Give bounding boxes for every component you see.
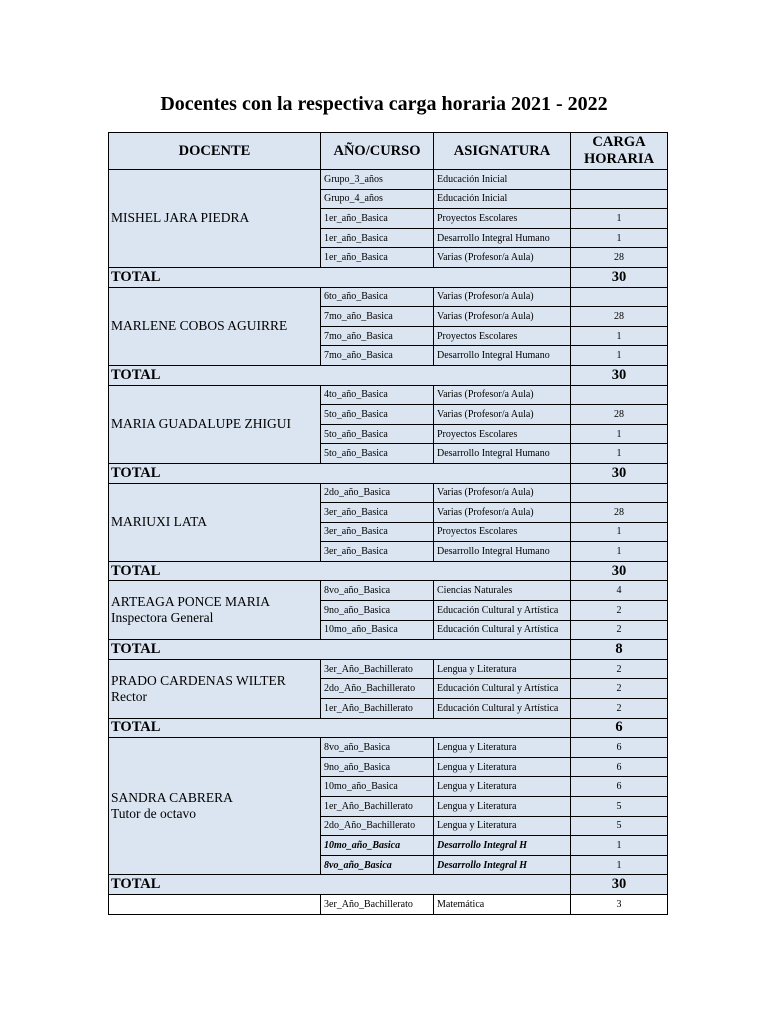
hours-cell [571,189,668,209]
course-cell: 4to_año_Basica [321,385,434,405]
hours-cell: 6 [571,777,668,797]
hours-cell: 2 [571,659,668,679]
hours-cell: 28 [571,503,668,523]
course-cell: 2do_año_Basica [321,483,434,503]
subject-cell: Varias (Profesor/a Aula) [434,503,571,523]
teacher-name: SANDRA CABRERA [111,790,233,806]
total-label: TOTAL [109,463,571,483]
table-row [109,581,668,601]
course-cell: 5to_año_Basica [321,424,434,444]
table-row [109,170,668,190]
teacher-cell [109,483,321,561]
hours-cell: 1 [571,522,668,542]
hours-cell: 1 [571,346,668,366]
teacher-name: MARLENE COBOS AGUIRRE [111,318,288,334]
course-cell: 1er_año_Basica [321,209,434,229]
subject-cell: Proyectos Escolares [434,209,571,229]
subject-cell: Proyectos Escolares [434,424,571,444]
subject-cell: Desarrollo Integral Humano [434,542,571,562]
header-carga-horaria [571,133,668,170]
teacher-cell [109,659,321,718]
hours-cell [571,170,668,190]
total-row [109,463,668,483]
subject-cell: Desarrollo Integral H [434,836,571,856]
total-value: 30 [571,463,668,483]
hours-cell: 6 [571,757,668,777]
hours-cell: 4 [571,581,668,601]
course-cell: 1er_año_Basica [321,248,434,268]
total-label: TOTAL [109,718,571,738]
course-cell: 10mo_año_Basica [321,777,434,797]
hours-cell [571,385,668,405]
course-cell: 7mo_año_Basica [321,326,434,346]
course-cell: 6to_año_Basica [321,287,434,307]
total-value: 30 [571,875,668,895]
subject-cell: Educación Cultural y Artística [434,679,571,699]
course-cell: 1er_Año_Bachillerato [321,797,434,817]
hours-cell: 1 [571,326,668,346]
teacher-cell [109,581,321,640]
course-cell: 7mo_año_Basica [321,346,434,366]
total-row [109,365,668,385]
header-row [109,133,668,170]
total-label: TOTAL [109,875,571,895]
subject-cell: Educación Cultural y Artística [434,601,571,621]
table-row [109,659,668,679]
teacher-name: PRADO CARDENAS WILTER [111,672,286,688]
subject-cell: Ciencias Naturales [434,581,571,601]
subject-cell: Desarrollo Integral Humano [434,444,571,464]
hours-cell: 2 [571,679,668,699]
header-carga-line1: CARGA [592,134,646,150]
hours-cell: 28 [571,307,668,327]
course-cell: 5to_año_Basica [321,405,434,425]
course-cell: 1er_Año_Bachillerato [321,699,434,719]
teacher-name: MARIUXI LATA [111,514,208,530]
subject-cell: Educación Cultural y Artística [434,699,571,719]
hours-cell: 28 [571,405,668,425]
total-value: 30 [571,365,668,385]
hours-cell: 1 [571,209,668,229]
subject-cell: Proyectos Escolares [434,326,571,346]
table-row [109,287,668,307]
course-cell: 8vo_año_Basica [321,581,434,601]
subject-cell: Varias (Profesor/a Aula) [434,248,571,268]
course-cell: Grupo_4_años [321,189,434,209]
course-cell: Grupo_3_años [321,170,434,190]
course-cell: 10mo_año_Basica [321,620,434,640]
header-asignatura: ASIGNATURA [434,133,571,170]
hours-cell: 28 [571,248,668,268]
course-cell: 7mo_año_Basica [321,307,434,327]
course-cell: 2do_Año_Bachillerato [321,679,434,699]
table-row [109,738,668,758]
subject-cell: Varias (Profesor/a Aula) [434,307,571,327]
subject-cell: Matemática [434,894,571,914]
course-cell: 3er_Año_Bachillerato [321,894,434,914]
teacher-workload-table [108,132,668,915]
total-label: TOTAL [109,267,571,287]
subject-cell: Desarrollo Integral Humano [434,228,571,248]
subject-cell: Varias (Profesor/a Aula) [434,405,571,425]
hours-cell: 1 [571,424,668,444]
table-row [109,385,668,405]
total-row [109,267,668,287]
hours-cell: 5 [571,797,668,817]
subject-cell: Lengua y Literatura [434,797,571,817]
hours-cell [571,287,668,307]
course-cell: 10mo_año_Basica [321,836,434,856]
course-cell: 9no_año_Basica [321,601,434,621]
course-cell: 2do_Año_Bachillerato [321,816,434,836]
total-row [109,640,668,660]
teacher-role: Rector [111,688,147,704]
subject-cell: Proyectos Escolares [434,522,571,542]
hours-cell: 1 [571,836,668,856]
table-row [109,483,668,503]
hours-cell: 1 [571,855,668,875]
total-value: 30 [571,267,668,287]
teacher-name: ARTEAGA PONCE MARIA [111,594,270,610]
subject-cell: Educación Inicial [434,170,571,190]
table-body [109,170,668,915]
subject-cell: Lengua y Literatura [434,757,571,777]
course-cell: 3er_año_Basica [321,503,434,523]
subject-cell: Desarrollo Integral Humano [434,346,571,366]
total-label: TOTAL [109,561,571,581]
teacher-cell [109,738,321,875]
course-cell: 5to_año_Basica [321,444,434,464]
subject-cell: Lengua y Literatura [434,738,571,758]
teacher-role: Tutor de octavo [111,806,196,822]
teacher-cell [109,385,321,463]
hours-cell: 2 [571,699,668,719]
table-row [109,894,668,914]
teacher-name: MARIA GUADALUPE ZHIGUI [111,416,291,432]
subject-cell: Lengua y Literatura [434,659,571,679]
hours-cell: 5 [571,816,668,836]
subject-cell: Educación Cultural y Artística [434,620,571,640]
hours-cell: 6 [571,738,668,758]
subject-cell: Desarrollo Integral H [434,855,571,875]
hours-cell: 2 [571,601,668,621]
course-cell: 3er_año_Basica [321,522,434,542]
course-cell: 9no_año_Basica [321,757,434,777]
hours-cell [571,483,668,503]
total-value: 30 [571,561,668,581]
subject-cell: Varias (Profesor/a Aula) [434,385,571,405]
course-cell: 8vo_año_Basica [321,855,434,875]
total-row [109,561,668,581]
total-value: 8 [571,640,668,660]
subject-cell: Educación Inicial [434,189,571,209]
header-curso: AÑO/CURSO [321,133,434,170]
total-label: TOTAL [109,365,571,385]
hours-cell: 2 [571,620,668,640]
course-cell: 3er_año_Basica [321,542,434,562]
header-docente: DOCENTE [109,133,321,170]
course-cell: 1er_año_Basica [321,228,434,248]
teacher-name: MISHEL JARA PIEDRA [111,210,250,226]
total-label: TOTAL [109,640,571,660]
course-cell: 8vo_año_Basica [321,738,434,758]
subject-cell: Varias (Profesor/a Aula) [434,287,571,307]
subject-cell: Varias (Profesor/a Aula) [434,483,571,503]
course-cell: 3er_Año_Bachillerato [321,659,434,679]
teacher-cell [109,894,321,914]
hours-cell: 1 [571,228,668,248]
hours-cell: 1 [571,542,668,562]
subject-cell: Lengua y Literatura [434,777,571,797]
total-value: 6 [571,718,668,738]
total-row [109,718,668,738]
header-carga-line2: HORARIA [583,151,655,167]
teacher-role: Inspectora General [111,610,214,626]
page-title: Docentes con la respectiva carga horaria 2021 - 2022 [160,93,608,115]
subject-cell: Lengua y Literatura [434,816,571,836]
hours-cell: 3 [571,894,668,914]
hours-cell: 1 [571,444,668,464]
teacher-cell [109,287,321,365]
teacher-cell [109,170,321,268]
total-row [109,875,668,895]
